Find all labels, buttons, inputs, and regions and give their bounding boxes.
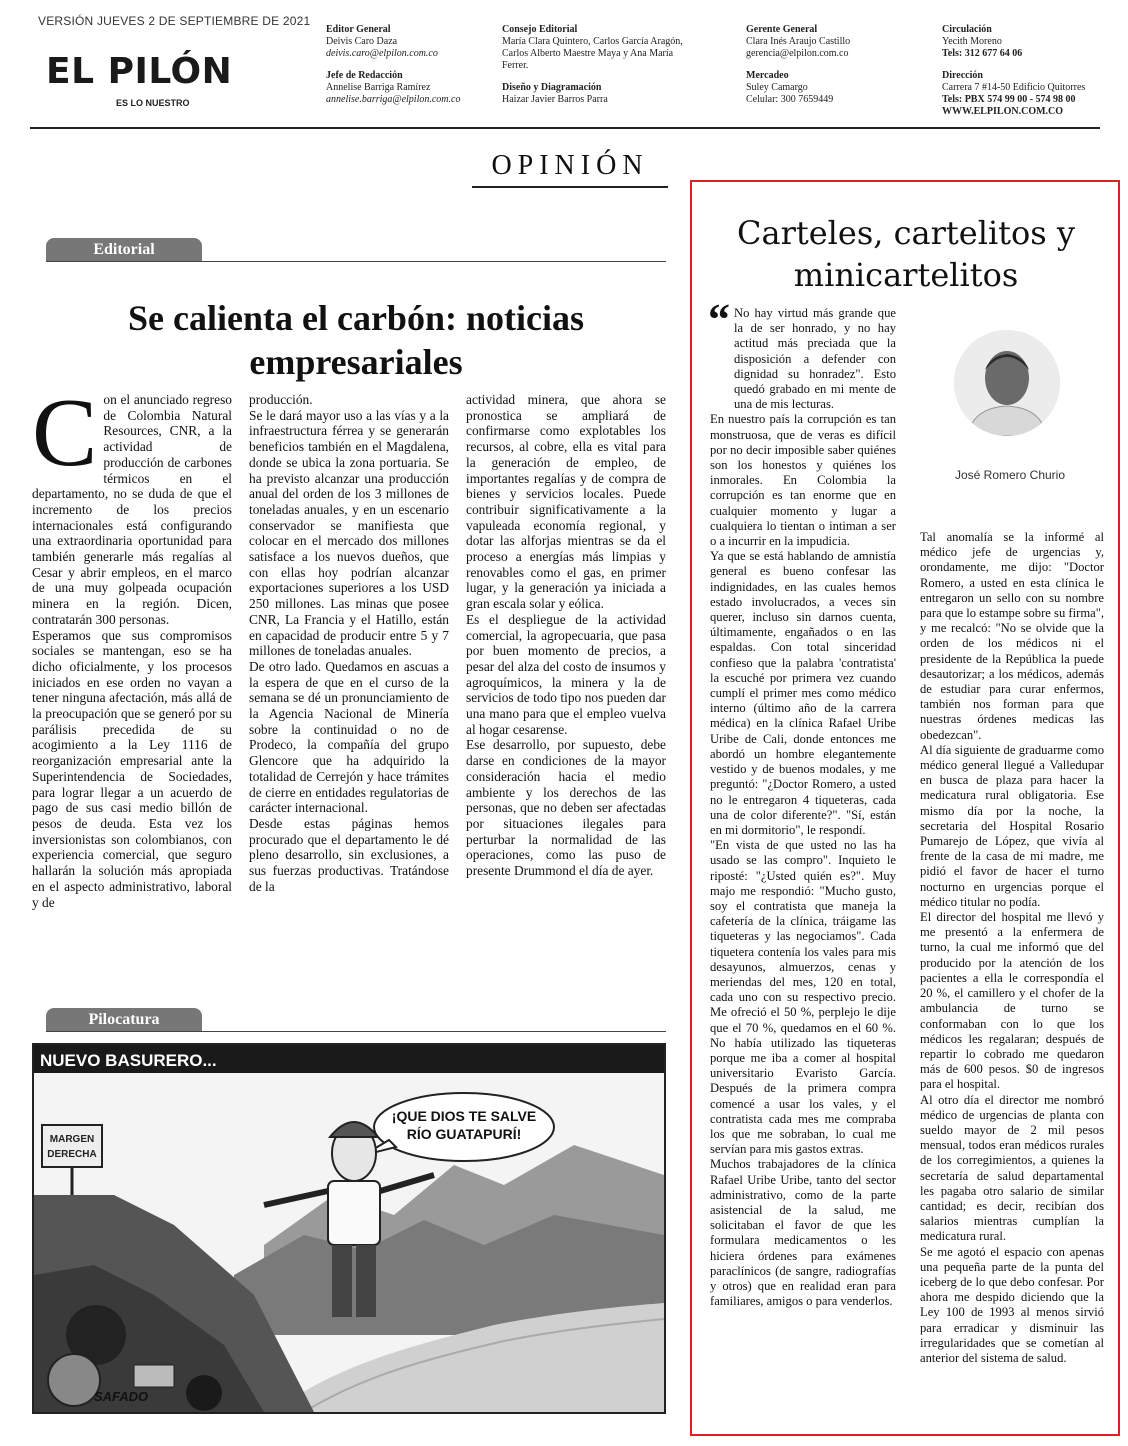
editorial-paragraph: De otro lado. Quedamos en ascuas a la espera de que en el curso de la semana se dé un pronunciamiento de la Agencia Nacional de Minería sobre la continuidad o no de Prodeco, la compañía del grupo Glencore que ha adquirido la totalidad de Cerrejón y hace trámites de cierre en entidades regulatorias de carácter internacional. [249,658,449,816]
staff-line: María Clara Quintero, Carlos García Aragón, [502,36,683,47]
staff-line: Carlos Alberto Maestre Maya y Ana María [502,48,674,59]
staff-role: Mercadeo [746,70,789,81]
sign-line-2: DERECHA [47,1149,97,1160]
cartoon-tab-rule [46,1031,666,1032]
editorial-column-1 [32,392,232,982]
column-paragraph: Al día siguiente de graduarme como médico general llegué a Valledupar en busca de plaza para hacer la medicatura rural obligatoria. Ese mismo día por la noche, la secretaria del Hospital Rosario Pumarejo de López, que vivía al frente de la casa de mi madre, me pidió el favor de hacer el turno nocturno en urgencias porque el médico titular no podía. [920,742,1104,909]
drop-cap: C [32,392,98,487]
staff-column-2 [502,24,727,106]
staff-role: Editor General [326,24,391,35]
staff-line: gerencia@elpilon.com.co [746,48,849,59]
column-paragraph: Tal anomalía se la informé al médico jefe de urgencias y, orondamente, me dijo: "Doctor Romero, a usted en esta clínica le entregaron un sello con su nombre para que lo estampe sobre su firma", y me recalcó: "No se olvide que la orden de los médicos ni el presidente de la República la puede desautorizar; a los médicos, además de estudiar para curar enfermos, también nos forman para que nuestras órdenes medicas las obedezcan". [920,530,1104,742]
editorial-paragraph: Se le dará mayor uso a las vías y a la infraestructura férrea y se generarán beneficios también en el Magdalena, donde se ubica la zona portuaria. Se ha previsto alcanzar una producción anual del orden de los 3 millones de toneladas anuales, y en un escenario conservador se manifiesta que colocar en el mercado dos millones satisface a los nuevos dueños, que con ellas hoy podrían alcanzar exportaciones superiores a los USD 250 millones. Las minas que posee CNR, La Francia y el Hatillo, están en capacidad de producir entre 5 y 7 millones de toneladas anuales. [249,407,449,659]
staff-name: Deivis Caro Daza [326,36,398,47]
editorial-headline: Se calienta el carbón: noticias empresariales [128,298,584,382]
column-paragraph: En nuestro país la corrupción es tan monstruosa, que de veras es difícil por no decir imposible saber quiénes son los honestos y quiénes los inmorales. En Colombia la corrupción es tan enorme que en cualquier momento y lugar a cualquiera lo tientan o intiman a ser o a incurrir en la impudicia. [710,412,896,549]
staff-role: Dirección [942,70,983,81]
staff-name: Annelise Barriga Ramírez [326,82,431,93]
staff-line: Celular: 300 7659449 [746,94,834,105]
newspaper-slogan: ES LO NUESTRO [116,98,190,108]
editorial-tab: Editorial [46,238,202,262]
staff-email: deivis.caro@elpilon.com.co [326,48,438,59]
staff-line: Tels: PBX 574 99 00 - 574 98 00 [942,94,1076,105]
column-paragraph: Al otro día el director me nombró médico de urgencias de planta con sueldo mayor de 2 mil pesos mensual, todos eran médicos rurales de los corregimientos, a quienes la secretaría de salud departamental les pagaba otro salario de similar cantidad; es decir, recibían dos salarios mientras cumplían la medicatura rural. [920,1092,1104,1244]
staff-role: Circulación [942,24,992,35]
editorial-paragraph: Es el despliegue de la actividad comercial, la agropecuaria, que pasa por buen momento de precios, a pesar del alza del costo de insumos y agroquímicos, la minera y la de servicios de todo tipo nos pueden dar una mano para que el empleo vuelva al hogar cesarense. [466,611,666,737]
column-headline: Carteles, cartelitos y minicartelitos [737,214,1075,294]
staff-line: Haizar Javier Barros Parra [502,94,608,105]
column-paragraph: El director del hospital me llevó y me presentó a la enfermera de turno, la cual me informó que del producido por la atención de los pacientes a ella le correspondía el 20 %, el camillero y el chofer de la ambulancia de turno se conformaban con lo que los médicos les regalaran; después de repartir lo cobrado me quedaron más de 600 pesos. $0 de ingresos para el hospital. [920,910,1104,1092]
masthead-divider [30,127,1100,129]
sign-line-1: MARGEN [49,1134,95,1145]
editorial-paragraph: Esperamos que sus compromisos sociales se mantengan, eso se ha dicho oficialmente, y los procesos iniciados en ese orden no vayan a tener ninguna afectación, más allá de la preocupación que se generó por su parálisis precedida de su acogimiento a la Ley 1116 de reorganización empresarial ante la Superintendencia de Sociedades, para lograr llegar a un acuerdo de pago de sus casi medio billón de pesos de deuda. Esta vez los inversionistas son colombianos, con experiencia comercial, que seguro hallarán la solución más apropiada en el aspecto administrativo, laboral y de [32,627,232,910]
staff-column-3 [746,24,916,106]
author-portrait [954,330,1060,436]
cartoon-illustration [32,1043,666,1414]
editorial-paragraph: Ese desarrollo, por supuesto, debe darse en condiciones de la mayor consideración hacia el medio ambiente y los derechos de las personas, que no deben ser afectadas por situaciones ilegales para perturbar la normalidad de las operaciones, como las puso de presente Drummond el día de ayer. [466,737,666,879]
bubble-line-1: ¡QUE DIOS TE SALVE [391,1108,537,1124]
staff-role: Consejo Editorial [502,24,578,35]
column-paragraph: Muchos trabajadores de la clínica Rafael Uribe Uribe, tanto del sector administrativo, como de la parte asistencial de la salud, me solicitaban el favor de que les formulara medicamentos o les hiciera órdenes para exámenes paraclínicos (de sangre, radiografías y otros) que en realidad eran para familiares, amigos o para venderlos. [710,1157,896,1309]
staff-line: Ferrer. [502,60,529,71]
editorial-paragraph: on el anunciado regreso de Colombia Natural Resources, CNR, a la actividad de producción de carbones térmicos en el departamento, no se duda de que el incremento de los precios internacionales está configurando una extraordinaria oportunidad para también generarle más regalías al Cesar y abrir empleos, en el marco de una muy golpeada ocupación minera en la región. Dicen, contratarán 300 personas. [32,392,232,627]
staff-role: Jefe de Redacción [326,70,403,81]
editorial-paragraph: Desde estas páginas hemos procurado que el departamento le dé pleno desarrollo, sin exclusiones, a sus fuerzas productivas. Tratándose de la [249,815,449,894]
staff-line: Yecith Moreno [942,36,1002,47]
editorial-column-3 [466,392,666,982]
staff-role: Diseño y Diagramación [502,82,602,93]
editorial-column-2 [249,392,449,982]
website-link[interactable]: WWW.ELPILON.COM.CO [942,106,1064,117]
editorial-paragraph: producción. [249,392,313,407]
column-paragraph: "En vista de que usted no las ha usado se las compro". Inquieto le riposté: "¿Usted quién es?". Muy majo me respondió: "Mucho gusto, soy el contratista que maneja la cafetería de la clínica, tráigame las tiqueteras y las negociamos". Cada tiquetera contenía los vales para mis desayunos, almuerzos, cenas y meriendas del mes, 120 en total, cada uno con su respectivo precio. Me ofreció el 50 %, perplejo le dije que el 70 %, quedamos en el 60 %. No había utilizado las tiqueteras porque me iba a comer al hospital universitario Evaristo García. Después de la primera compra comencé a usar los vales, y el contratista cada mes me compraba los que me sobraban, lo cual me servían para mis gastos extras. [710,838,896,1157]
column-paragraph: Se me agotó el espacio con apenas una pequeña parte de la punta del iceberg de lo que debo confesar. Por ahora me despido diciendo que la Ley 100 de 1993 al menos sirvió para erradicar y disminuir las irregularidades que se cometían al anterior del sistema de salud. [920,1244,1104,1365]
staff-line: Tels: 312 677 64 06 [942,48,1023,59]
author-byline: José Romero Churio [954,468,1066,482]
cartoon-signature: SAFADO [94,1389,149,1404]
column-text-2 [920,530,1104,1422]
editorial-tab-rule [46,261,666,262]
staff-column-4 [942,24,1112,118]
newspaper-logo: EL PILÓN [46,51,233,92]
staff-line: Carrera 7 #14-50 Edificio Quitorres [942,82,1086,93]
staff-line: Clara Inés Araujo Castillo [746,36,851,47]
staff-role: Gerente General [746,24,818,35]
staff-email: annelise.barriga@elpilon.com.co [326,94,461,105]
bubble-line-2: RÍO GUATAPURÍ! [406,1126,522,1142]
author-photo [954,330,1060,436]
edition-date: VERSIÓN JUEVES 2 DE SEPTIEMBRE DE 2021 [38,14,311,28]
staff-line: Suley Camargo [746,82,808,93]
cartoon-drawing [34,1045,664,1412]
cartoon-tab: Pilocatura [46,1008,202,1032]
section-title: OPINIÓN [472,150,668,188]
staff-column-1 [326,24,491,106]
cartoon-banner: NUEVO BASURERO... [40,1051,217,1070]
column-text-1 [710,306,896,1422]
column-paragraph: Ya que se está hablando de amnistía general es bueno confesar las indignidades, en las cuales hemos estado involucrados, a veces sin querer, incluso sin darnos cuenta, últimamente, engañados o en las espaldas. Con total sinceridad confieso que la palabra 'contratista' la escuché por primera vez cuando cumplí el primer mes como médico interno (último año de la carrera médica) en la clínica Rafael Uribe Uribe de Cali, donde entonces me abordó un hombre elegantemente vestido y de buenos modales, y me preguntó: "¿Doctor Romero, a usted no le entregaron 4 tiqueteras, cada una de color diferente?". "Sí, están en mi dormitorio", le respondí. [710,549,896,837]
editorial-paragraph: actividad minera, que ahora se pronostica se ampliará de confirmarse como explotables los recursos, al cobre, ella es vital para la generación de empleo, de importantes regalías y de compra de bienes y servicios locales. Puede contribuir significativamente a la vapuleada economía regional, y dotar las alforjas mientras se da el proceso a energías más limpias y renovables como el gas, en primer lugar, y la generación ya iniciada a gran escala solar y eólica. [466,392,666,612]
quote-mark-icon: “ [708,295,730,344]
column-paragraph: No hay virtud más grande que la de ser honrado, y no hay actitud más preciada que la disposición a defender con dignidad su honradez". Esto quedó grabado en mi mente de una de mis lecturas. [734,306,896,412]
